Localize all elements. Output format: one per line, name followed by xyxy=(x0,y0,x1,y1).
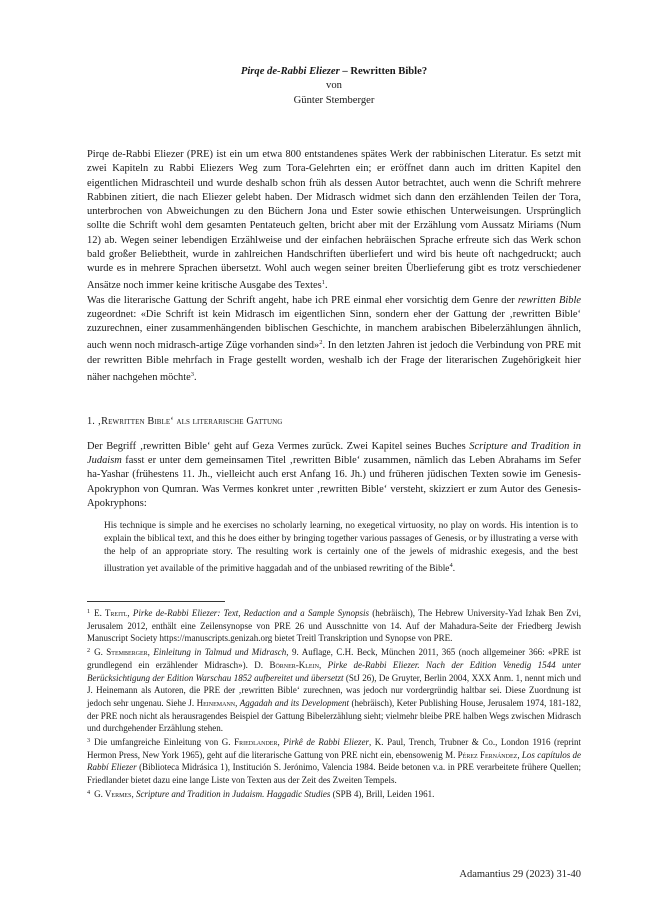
title-italic: Pirqe de-Rabbi Eliezer xyxy=(240,66,340,77)
paragraph-2-text-b: zugeordnet: «Die Schrift ist kein Midrasch im eigentlichen Sinn, sondern eher der Gattung der ‚rewritten Bible‘ zuzurechnen, einer zusammenhängenden biblischen Geschichte, in manchem arabischen Bibelerzählungen ähnlich, auch wenn noch midrasch-artige Züge vorhanden sind» xyxy=(87,308,581,352)
footnote-3-title-2: Los capítulos de Rabbí Eliezer xyxy=(87,749,581,773)
paragraph-2-text-d: . xyxy=(194,371,197,383)
footnote-ref-1[interactable]: 1 xyxy=(321,279,325,287)
footnote-3 xyxy=(87,735,581,787)
footnote-ref-4[interactable]: 4 xyxy=(449,562,453,570)
footnote-ref-2[interactable]: 2 xyxy=(319,339,323,347)
paragraph-3-text-b: fasst er unter dem gemeinsamen Titel ‚rewritten Bible‘ zusammen, nämlich das Leben Abrahams im Sefer ha-Yashar (frühestens 11. Jh., vielleicht auch erst Anfang 16. Jh.) und früheren jüdischen Texten sowie im Genesis-Apokryphon von Qumran. Was Vermes konkret unter ‚rewritten Bible‘ versteht, skizziert er zum Autor des Genesis-Apokryphons: xyxy=(87,455,581,509)
paragraph-1: Pirqe de-Rabbi Eliezer (PRE) ist ein um etwa 800 entstandenes spätes Werk der rabbinischen Literatur. Es setzt mit zwei Kapiteln zu Rabbi Eliezers Weg zum Tora-Gelehrten ein; er eröffnet dann auch im dritten Kapitel den eigentlichen Midraschteil und wurde deshalb schon früh als dessen Autor betrachtet, auch wenn die Schrift mehrere Rabbinen zitiert, die nach Eliezer gelebt haben. Der Midrasch widmet sich dann den erzählenden Teilen der Tora, unterbrochen von Abweichungen zu den Büchern Jona und Ester sowie ethischen Unterweisungen. Ursprünglich sollte die Schrift wohl dem gesamten Pentateuch gelten, bricht aber mit der Erzählung vom Aussatz Miriams (Num 12) ab. Wegen seiner lebendigen Erzählweise und der einfachen hebräischen Sprache erfreute sich das Werk schon bald großer Beliebtheit, wurde in zahlreichen Handschriften überliefert und wird bis heute oft nachgedruckt; auch wurde es in mehrere Sprachen übersetzt. Wohl auch wegen seiner breiten Überlieferung gibt es trotz verschiedener Ansätze noch immer keine kritische Ausgabe des Textes$^1$. xyxy=(87,149,581,292)
footnote-ref-3[interactable]: 3 xyxy=(190,370,194,378)
footnote-2-rest-1: , 9. Auflage, C.H. Beck, München 2011, 365 (noch allgemeiner 366: «PRE ist grundlegend ein erzählender Midrasch»). D. xyxy=(87,647,582,670)
paragraph-2 xyxy=(87,294,581,386)
footnote-1-title: Pirke de-Rabbi Eliezer: Text, Redaction and a Sample Synopsis xyxy=(132,608,370,618)
footnote-divider xyxy=(87,601,225,602)
article-title xyxy=(87,65,581,79)
footnote-4-rest: (SPB 4), Brill, Leiden 1961. xyxy=(330,788,435,799)
footnote-3-sep-2: , xyxy=(517,749,522,760)
paragraph-3 xyxy=(87,440,581,511)
footnote-4: $^4$ G. Vermes, Scripture and Tradition in Judaism. Haggadic Studies (SPB 4), Brill, Leiden 1961. xyxy=(87,788,435,799)
footnote-3-sep-1: , xyxy=(277,737,284,748)
author-by: von xyxy=(326,80,342,92)
paragraph-3-italic: Scripture and Tradition in Judaism xyxy=(87,441,581,467)
footnote-3-author-1: Friedlander xyxy=(234,737,278,748)
article-header xyxy=(87,65,581,108)
footnote-2-rest-3: (hebräisch), Keter Publishing House, Jerusalem 1974, 181-182, der PRE noch nicht als herausragendes Beispiel der Gattung Bibelerzählung sieht; vielmehr bleibe PRE halben Wegs zwischen Midrasch und durchgehender Erzählung stehen. xyxy=(87,697,581,734)
footnote-2-title-3: Aggadah and its Development xyxy=(239,697,350,708)
footnote-2-sep-3: , xyxy=(235,697,240,708)
footnote-2-title-2: Pirke de-Rabbi Eliezer. Nach der Edition Venedig 1544 unter Berücksichtigung der Edition Warschau 1852 aufbereitet und übersetzt xyxy=(87,659,581,683)
paragraph-2-text-a: Was die literarische Gattung der Schrift angeht, habe ich PRE einmal eher vorsichtig dem Genre der xyxy=(87,294,518,306)
footnotes xyxy=(87,606,581,801)
footnote-2-author-2: Börner-Klein xyxy=(269,659,319,670)
paragraph-1-text: Pirqe de-Rabbi Eliezer (PRE) ist ein um etwa 800 entstandenes spätes Werk der rabbinischen Literatur. Es setzt mit zwei Kapiteln zu Rabbi Eliezers Weg zum Tora-Gelehrten ein; er eröffnet dann auch im dritten Kapitel den eigentlichen Midraschteil und wurde deshalb schon früh als dessen Autor betrachtet, auch wenn die Schrift mehrere Rabbinen zitiert, die nach Eliezer gelebt haben. Der Midrasch widmet sich dann den erzählenden Teilen der Tora, unterbrochen von Abweichungen zu den Büchern Jona und Ester sowie ethischen Unterweisungen. Ursprünglich sollte die Schrift wohl dem gesamten Pentateuch gelten, bricht aber mit der Erzählung vom Aussatz Miriams (Num 12) ab. Wegen seiner lebendigen Erzählweise und der einfachen hebräischen Sprache erfreute sich das Werk schon bald großer Beliebtheit, wurde in zahlreichen Handschriften überliefert und wird bis heute oft nachgedruckt; auch wurde es in mehrere Sprachen übersetzt. Wohl auch wegen seiner breiten Überlieferung gibt es trotz verschiedener Ansätze noch immer keine kritische Ausgabe des Textes xyxy=(87,149,581,292)
footnote-3-title-1: Pirkê de Rabbi Eliezer xyxy=(283,737,369,748)
block-quote: His technique is simple and he exercises no scholarly learning, no exegetical virtuosity, no play on words. His intention is to explain the biblical text, and this he does either by bringing together various passages of Genesis, or by illustrating a verse with the help of an appropriate story. The resulting work is certainly one of the jewels of midrashic exegesis, and the best illustration yet available of the primitive haggadah and of the unbiased rewriting of the Bible$^4$. xyxy=(104,521,578,575)
footnote-3-author-2: Pérez Fernández xyxy=(457,749,518,760)
footnote-1-author: E. Treitl xyxy=(94,608,128,618)
author-name: Günter Stemberger xyxy=(293,94,375,106)
paragraph-2-text-c: . In den letzten Jahren ist jedoch die Verbindung von PRE mit der rewritten Bible mehrfach in Frage gestellt worden, weshalb ich der Frage der literarischen Zugehörigkeit hier näher nachgehen möchte xyxy=(87,340,581,383)
footnote-2-title-1: Einleitung in Talmud und Midrasch xyxy=(153,647,287,658)
paragraph-2-italic: rewritten Bible xyxy=(517,294,581,306)
footnote-2-sep-2: , xyxy=(318,659,328,670)
footnote-3-rest-1: , K. Paul, Trench, Trubner & Co., London 1916 (reprint Hermon Press, New York 1965), geht auf die literarische Gattung von PRE nicht ein, ebensowenig M. xyxy=(87,737,582,760)
journal-citation: Adamantius 29 (2023) 31-40 xyxy=(459,869,581,880)
footnote-3-number: 3 xyxy=(87,737,91,745)
paragraph-3-text-a: Der Begriff ‚rewritten Bible‘ geht auf Geza Vermes zurück. Zwei Kapitel seines Buches xyxy=(87,441,470,452)
footnote-2-rest-2: (StJ 26), De Gruyter, Berlin 2004, XXX Anm. 1, nennt mich und J. Heinemann als Autoren, die PRE der ‚rewritten Bible‘ zurechnen, was jedoch nur vordergründig haltbar sei. Diese Zuordnung ist jedoch sehr ungenau. Siehe J. xyxy=(87,672,581,708)
footnote-2-author-3: Heinemann xyxy=(196,697,236,708)
footnote-3-rest-2: (Biblioteca Midrásica 1), Institución S. Jerónimo, Valencia 1984. Beide betonen v.a. in PRE verarbeitete frühere Quellen; Friedlander bietet dazu eine lange Liste von Texten aus der Zeit des Zweiten Tempels. xyxy=(87,762,581,786)
section-title: ‚Rewritten Bible‘ als literarische Gattung xyxy=(97,416,283,427)
footnote-1: $^1$ E. Treitl, Pirke de-Rabbi Eliezer: Text, Redaction and a Sample Synopsis (hebräisch), The Hebrew University-Yad Izhak Ben Zvi, Jerusalem 2012, enthält eine Zeilensynopse von PRE 26 und Ausschnitte von 14. Auf der Mahadura-Seite der Friedberg Jewish Manuscript Society https://manuscripts.genizah.org bietet Treitl Transkription und Synopse von PRE. xyxy=(87,608,582,644)
intro-text xyxy=(87,148,581,385)
footnote-4-title: Scripture and Tradition in Judaism. Haggadic Studies xyxy=(135,788,331,799)
footnote-4-number: 4 xyxy=(87,788,91,796)
footnote-3-pre: Die umfangreiche Einleitung von G. xyxy=(94,737,235,748)
footnote-2-number: 2 xyxy=(87,647,91,655)
footnote-1-rest: (hebräisch), The Hebrew University-Yad Izhak Ben Zvi, Jerusalem 2012, enthält eine Zeilensynopse von PRE 26 und Ausschnitte von 14. Auf der Mahadura-Seite der Friedberg Jewish Manuscript Society https://manuscripts.genizah.org bietet Treitl Transkription und Synopse von PRE. xyxy=(87,608,582,644)
section-number: 1. xyxy=(87,416,98,427)
footnote-1-number: 1 xyxy=(87,608,91,615)
footnote-2-author-1: G. Stemberger xyxy=(94,647,148,658)
title-rest: – Rewritten Bible? xyxy=(339,66,428,77)
block-quote-text: His technique is simple and he exercises no scholarly learning, no exegetical virtuosity, no play on words. His intention is to explain the biblical text, and this he does either by bringing together various passages of Genesis, or by illustrating a verse with the help of an appropriate story. The resulting work is certainly one of the jewels of midrashic exegesis, and the best illustration yet available of the primitive haggadah and of the unbiased rewriting of the Bible xyxy=(104,521,578,575)
footnote-2: $^2$ G. Stemberger, Einleitung in Talmud und Midrasch, 9. Auflage, C.H. Beck, München 2011, 365 (noch allgemeiner 366: «PRE ist grundlegend ein erzählender Midrasch»). D. Börner-Klein, Pirke de-Rabbi Eliezer. Nach der Edition Venedig 1544 unter Berücksichtigung der Edition Warschau 1852 aufbereitet und übersetzt (StJ 26), De Gruyter, Berlin 2004, XXX Anm. 1, nennt mich und J. Heinemann als Autoren, die PRE der ‚rewritten Bible‘ zurechnen, was jedoch nur vordergründig haltbar sei. Diese Zuordnung ist jedoch sehr ungenau. Siehe J. Heinemann, Aggadah and its Development (hebräisch), Keter Publishing House, Jerusalem 1974, 181-182, der PRE noch nicht als herausragendes Beispiel der Gattung Bibelerzählung sieht; vielmehr bleibe PRE halben Wegs zwischen Midrasch und durchgehender Erzählung stehen. xyxy=(87,647,582,734)
footnote-4-author: G. Vermes xyxy=(94,788,132,799)
section-heading xyxy=(87,415,581,429)
